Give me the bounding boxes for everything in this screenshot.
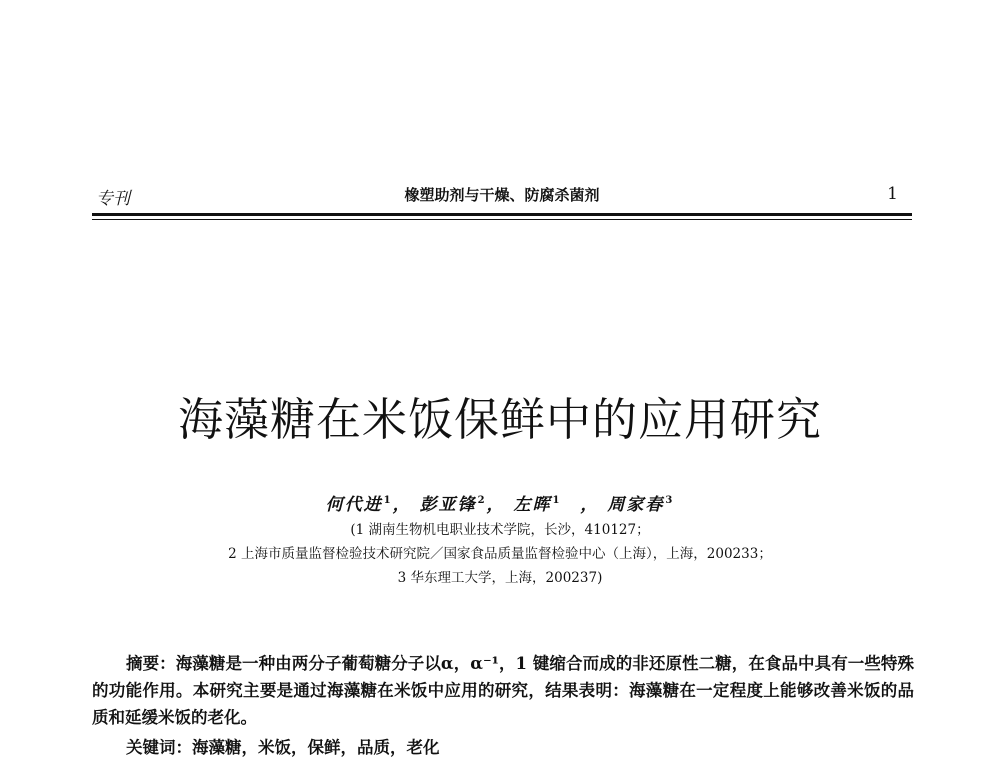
keywords <box>126 734 440 758</box>
author-name: 周家春 <box>607 495 665 515</box>
author-affiliation-mark: 1 <box>383 495 393 507</box>
keywords-label: 关键词： <box>126 738 192 757</box>
author-affiliation-mark: 3 <box>665 495 675 507</box>
author-affiliation-mark: 1 <box>552 495 562 507</box>
abstract-text: 海藻糖是一种由两分子葡萄糖分子以α，α⁻¹，1 键缩合而成的非还原性二糖，在食品中具有一些特殊的功能作用。本研究主要是通过海藻糖在米饭中应用的研究，结果表明：海藻糖在一定程度上能够改善米饭的品质和延缓米饭的老化。 <box>92 654 915 727</box>
affiliation-line-1: (1 湖南生物机电职业技术学院，长沙，410127； <box>350 522 650 538</box>
author-affiliation-mark: 2 <box>477 495 487 507</box>
author-separator: ， <box>561 495 600 515</box>
author-name: 左晖 <box>513 495 552 515</box>
author-list <box>0 490 1000 515</box>
author-separator: ， <box>392 495 412 515</box>
author-separator: ， <box>486 495 506 515</box>
affiliation-line-2: 2 上海市质量监督检验技术研究院／国家食品质量监督检验中心（上海），上海，200233； <box>228 546 772 562</box>
header-topic: 橡塑助剂与干燥、防腐杀菌剂 <box>404 186 600 204</box>
author-name: 彭亚锋 <box>419 495 477 515</box>
page-number: 1 <box>887 184 898 204</box>
affiliation-line-3: 3 华东理工大学，上海，200237) <box>397 570 603 586</box>
header-rule-thin <box>92 219 912 220</box>
header-rule-thick <box>92 213 912 216</box>
abstract <box>92 650 914 731</box>
header-journal-section: 专刊 <box>96 189 130 209</box>
paper-title: 海藻糖在米饭保鲜中的应用研究 <box>177 393 822 446</box>
keywords-text: 海藻糖，米饭，保鲜，品质，老化 <box>192 738 440 757</box>
abstract-label: 摘要： <box>126 654 176 673</box>
author-name: 何代进 <box>325 495 383 515</box>
